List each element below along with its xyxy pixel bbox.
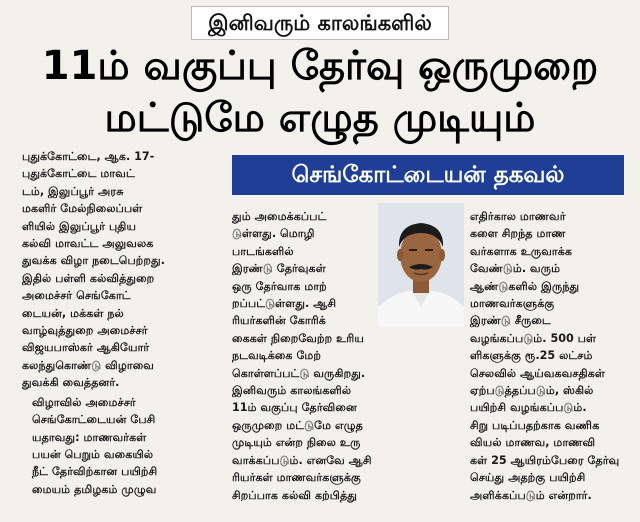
- column-1-paragraph-2: [22, 394, 227, 498]
- text-line: இனிவரும் காலங்களில்: [232, 384, 352, 398]
- text-line: பாடங்களில்: [232, 244, 294, 258]
- text-line: மையம் தமிழகம் முழுவ: [32, 482, 157, 496]
- text-line: அமைச்சர் செங்கோட்: [22, 289, 131, 303]
- column-3-paragraph: [470, 208, 622, 504]
- text-line: கள் 25 ஆயிரம்பேரை தேர்வு: [470, 453, 620, 467]
- text-line: இரண்டு சீருடை: [470, 314, 551, 328]
- column-1-paragraph-1: [22, 148, 227, 392]
- text-line: கைகள் நிறைவேற்ற உரிய: [232, 331, 364, 345]
- text-line: வேண்டும். வரும்: [470, 262, 561, 276]
- text-line: ஆண்டுகளில் இருந்து: [470, 279, 580, 293]
- text-line: செய்து அதற்கு பயிற்சி: [470, 471, 586, 485]
- text-line: கல்வி மாவட்ட அலுவலக: [22, 237, 154, 251]
- text-line: செங்கோட்டையன் பேசி: [32, 413, 156, 427]
- text-line: பயன் பெறும் வகையில்: [32, 447, 154, 461]
- text-line: வர்களாக உருவாக்க: [470, 244, 573, 258]
- article-column-1: [22, 148, 227, 498]
- text-line: ஒரு தேர்வாக மாற்: [232, 279, 327, 293]
- text-line: துவக்க விழா நடைபெற்றது.: [22, 254, 165, 268]
- kicker-label: இனிவரும் காலங்களில்: [191, 6, 449, 40]
- text-line: பயிற்சி வழங்கப்படும்.: [470, 401, 587, 415]
- text-line: புதுக்கோட்டை, ஆக. 17-: [22, 150, 155, 163]
- text-line: விழாவில் அமைச்சர்: [32, 395, 136, 409]
- text-line: டம், இலுப்பூர் அரசு: [22, 184, 124, 198]
- article-column-2: [232, 208, 374, 504]
- text-line: இரண்டு தேர்வுகள்: [232, 262, 326, 276]
- text-line: அளிக்கப்படும் என்றார்.: [470, 488, 592, 502]
- text-line: சிறு படிப்பதற்காக வணிக: [470, 418, 600, 432]
- text-line: சிறப்பாக கல்வி கற்பித்து: [232, 488, 357, 502]
- text-line: புதுக்கோட்டை மாவட்: [22, 167, 135, 181]
- text-line: ஒருமுறை மட்டுமே எழுத: [232, 418, 363, 432]
- text-line: கொள்ளப்பட்டு வருகிறது.: [232, 366, 366, 380]
- text-line: 11ம் வகுப்பு தேர்வினை: [232, 401, 357, 415]
- text-line: ளிகளுக்கு ரூ.25 லட்சம்: [470, 349, 593, 363]
- subheading-banner: செங்கோட்டையன் தகவல்: [232, 155, 624, 195]
- text-line: தும் அமைக்கப்பட்: [232, 210, 327, 223]
- text-line: ஏற்படுத்தப்படும், ஸ்கில்: [470, 384, 594, 398]
- text-line: ரியர்கள் மாணவர்களுக்கு: [232, 471, 361, 485]
- text-line: துவக்கி வைத்தனர்.: [22, 376, 120, 390]
- text-line: டையன், மக்கள் நல்: [22, 306, 124, 320]
- text-line: இதில் பள்ளி கல்வித்துறை: [22, 271, 155, 285]
- text-line: நடவடிக்கை மேற்: [232, 349, 322, 363]
- text-line: முடியும் என்ற நிலை உரு: [232, 436, 361, 450]
- text-line: வழங்கப்படும். 500 பள்: [470, 331, 597, 345]
- text-line: வாக்கப்படும். எனவே ஆசி: [232, 453, 372, 467]
- text-line: களை சிறந்த மாண: [470, 227, 566, 241]
- portrait-illustration: [378, 203, 464, 327]
- text-line: நீட் தேர்விற்கான பயிற்சி: [32, 465, 158, 479]
- text-line: விஜயபாஸ்கர் ஆகியோர்: [22, 341, 150, 355]
- article-column-3: [470, 208, 622, 504]
- text-line: வாழ்வுத்துறை அமைச்சர்: [22, 324, 148, 338]
- text-line: யதாவது: மாணவர்கள்: [32, 430, 147, 444]
- text-line: வியல் மாணவ, மாணவி: [470, 436, 596, 450]
- kicker-wrap: [0, 6, 640, 40]
- headline-line-1: 11ம் வகுப்பு தேர்வு ஒருமுறை: [41, 43, 599, 89]
- headline-line-2: மட்டுமே எழுத முடியும்: [104, 95, 536, 141]
- column-2-paragraph: [232, 208, 374, 504]
- text-line: எதிர்கால மாணவர்: [470, 210, 566, 223]
- text-line: செலவில் ஆய்வகவசதிகள்: [470, 366, 606, 380]
- text-line: ளியில் இலுப்பூர் புதிய: [22, 219, 137, 233]
- text-line: மகளிர் மேல்நிலைப்பள்: [22, 202, 143, 216]
- text-line: கலந்துகொண்டு விழாவை: [22, 358, 155, 372]
- text-line: றப்பட்டுள்ளது. ஆசி: [232, 297, 337, 311]
- text-line: மாணவர்களுக்கு: [470, 297, 555, 311]
- text-line: டுள்ளது. மொழி: [232, 227, 315, 241]
- minister-portrait-photo: [378, 203, 464, 327]
- text-line: ரியர்களின் கோரிக்: [232, 314, 326, 328]
